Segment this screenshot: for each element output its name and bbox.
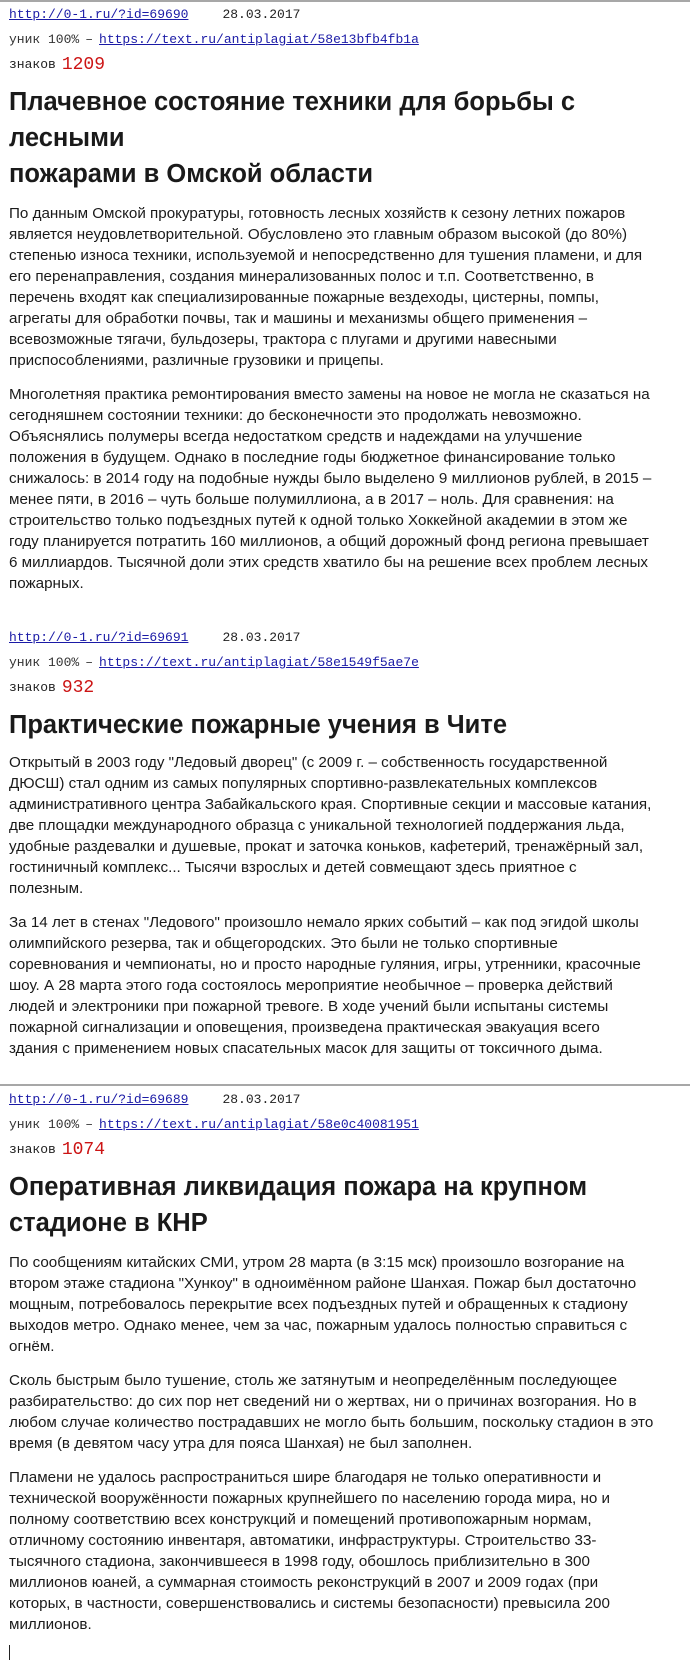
dash: – [85,32,94,47]
article-link[interactable]: http://0-1.ru/?id=69690 [9,7,189,22]
text-line: пожарной сигнализации и оповещения, произведена практическая эвакуация всего [9,1019,600,1036]
article-date: 28.03.2017 [222,7,301,22]
paragraph [9,1467,685,1635]
text-line: миллионов. [9,1616,92,1633]
plagiarism-check-link[interactable]: https://text.ru/antiplagiat/58e0c40081951 [99,1117,419,1132]
title-line: стадионе в КНР [9,1209,208,1237]
article-3 [9,1092,685,1635]
article-divider [0,1084,690,1086]
text-line: агрегаты для обработки почвы, так и машины и механизмы общего применения – [9,310,588,327]
text-line: любом случае количество пострадавших не могло быть большим, поскольку стадион в это [9,1414,654,1431]
article-meta-line [9,7,685,22]
text-line: гостиничный комплекс... Тысячи взрослых и детей совмещают здесь приятное с [9,859,577,876]
article-2 [9,630,685,1059]
uniqueness-label: уник 100% [9,32,80,47]
text-line: полному соответствию всех конструкций и помещений противопожарным нормам, [9,1511,592,1528]
article-date: 28.03.2017 [222,1092,301,1107]
article-1 [9,7,685,594]
article-link[interactable]: http://0-1.ru/?id=69689 [9,1092,189,1107]
title-line: пожарами в Омской области [9,160,374,188]
text-line: огнём. [9,1338,55,1355]
text-line: положения в будущем. Однако в последние годы бюджетное финансирование только [9,449,616,466]
text-line: По сообщениям китайских СМИ, утром 28 марта (в 3:15 мск) произошло возгорание на [9,1254,625,1271]
chars-count: 1074 [61,1140,106,1160]
text-line: По данным Омской прокуратуры, готовность лесных хозяйств к сезону летних пожаров [9,205,626,222]
text-line: ДЮСШ) стал одним из самых популярных спортивно-развлекательных комплексов [9,775,598,792]
article-date: 28.03.2017 [222,630,301,645]
plagiarism-check-link[interactable]: https://text.ru/antiplagiat/58e13bfb4fb1a [99,32,419,47]
uniqueness-label: уник 100% [9,1117,80,1132]
text-line: отличному состоянию инвентаря, автоматики, инфраструктуры. Строительство 33- [9,1532,597,1549]
chars-line [9,678,685,698]
chars-line [9,1140,685,1160]
text-line: миллионов юаней, а суммарная стоимость реконструкций в 2007 и 2009 годах (при [9,1574,599,1591]
text-line: году планируется потратить 160 миллионов, а общий дорожный фонд региона превышает [9,533,649,550]
text-line: шоу. А 28 марта этого года состоялось мероприятие необычное – проверка действий [9,977,613,994]
text-line: Сколь быстрым было тушение, столь же затянутым и неопределённым последующее [9,1372,618,1389]
text-line: тысячного стадиона, закончившееся в 1998 году, обошлось приблизительно в 300 [9,1553,590,1570]
article-title [9,707,685,743]
paragraph [9,203,685,371]
text-line: две площадки международного образца с уникальной технологией поддержания льда, [9,817,625,834]
text-line: Пламени не удалось распространиться шире благодаря не только оперативности и [9,1469,602,1486]
chars-count: 932 [61,678,95,698]
text-line: всевозможные тягачи, бульдозеры, трактора с плугами и другими навесными [9,331,557,348]
text-line: административного центра Забайкальского края. Спортивные секции и массовые катания, [9,796,652,813]
text-line: которых, в частности, совершенствовались и системы безопасности) превысила 200 [9,1595,610,1612]
dash: – [85,655,94,670]
text-line: людей и электроники при пожарной тревоге. В ходе учений были испытаны системы [9,998,609,1015]
uniqueness-label: уник 100% [9,655,80,670]
text-line: разбирательство: до сих пор нет сведений ни о жертвах, ни о причинах возгорания. Но в [9,1393,637,1410]
text-line: соревнования и чемпионаты, но и просто народные гуляния, игры, утренники, красочные [9,956,641,973]
article-meta-line [9,1092,685,1107]
text-line: Многолетняя практика ремонтирования вместо замены на новое не могла не сказаться на [9,386,650,403]
paragraph [9,384,685,594]
article-title [9,1169,685,1241]
text-line: Объяснялись полумеры всегда недостатком средств и надеждами на улучшение [9,428,583,445]
text-line: полезным. [9,880,84,897]
chars-count: 1209 [61,55,106,75]
article-link[interactable]: http://0-1.ru/?id=69691 [9,630,189,645]
text-line: строительство только подъездных путей к одной только Хоккейной академии в этом же [9,512,628,529]
text-line: перечень входят как специализированные пожарные вездеходы, цистерны, помпы, [9,289,599,306]
plagiarism-check-link[interactable]: https://text.ru/antiplagiat/58e1549f5ae7e [99,655,419,670]
text-line: его перенаправления, создания минерализованных полос и т.п. Соответственно, в [9,268,594,285]
text-line: мощным, потребовалось перекрытие всех подъездных путей и обращенных к стадиону [9,1296,628,1313]
text-line: менее пяти, в 2016 – чуть больше полумиллиона, а в 2017 – ноль. Для сравнения: на [9,491,614,508]
text-line: степенью износа техники, используемой и непосредственно для тушения пламени, и для [9,247,643,264]
text-line: Открытый в 2003 году "Ледовый дворец" (с 2009 г. – собственность государственной [9,754,608,771]
text-line: 6 миллиардов. Тысячной доли этих средств хватило бы на решение всех проблем лесных [9,554,649,571]
title-line: Практические пожарные учения в Чите [9,711,508,739]
paragraph [9,1252,685,1357]
dash: – [85,1117,94,1132]
text-line: приспособлениями, различные грузовики и прицепы. [9,352,384,369]
paragraph [9,912,685,1059]
text-line: снижалось: в 2014 году на подобные нужды было выделено 9 миллионов рублей, в 2015 – [9,470,652,487]
uniqueness-line [9,32,685,47]
title-line: Оперативная ликвидация пожара на крупном [9,1173,588,1201]
article-title [9,84,685,192]
uniqueness-line [9,1117,685,1132]
text-line: втором этаже стадиона "Хункоу" в одноимённом районе Шанхая. Пожар был достаточно [9,1275,637,1292]
text-line: является неудовлетворительной. Обусловлено это главным образом высокой (до 80%) [9,226,628,243]
text-line: здания с применением новых спасательных масок для защиты от токсичного дыма. [9,1040,603,1057]
title-line: Плачевное состояние техники для борьбы с лесными [9,88,576,152]
text-line: технической вооружённости пожарных крупнейшего по населению города мира, но и [9,1490,611,1507]
chars-label: знаков [9,1142,56,1157]
text-line: За 14 лет в стенах "Ледового" произошло немало ярких событий – как под эгидой школы [9,914,639,931]
text-line: олимпийского резерва, так и общегородских. Это были не только спортивные [9,935,558,952]
text-cursor [9,1645,10,1660]
chars-line [9,55,685,75]
text-line: удобные раздевалки и душевые, прокат и заточка коньков, кафетерий, тренажёрный зал, [9,838,644,855]
paragraph [9,752,685,899]
text-line: сегодняшнем состоянии техники: до бесконечности это продолжать невозможно. [9,407,582,424]
paragraph [9,1370,685,1454]
text-line: выходов метро. Однако менее, чем за час, пожарным удалось полностью справиться с [9,1317,628,1334]
chars-label: знаков [9,680,56,695]
uniqueness-line [9,655,685,670]
text-line: время (в девятом часу утра для пояса Шанхая) не был заполнен. [9,1435,473,1452]
article-meta-line [9,630,685,645]
text-line: пожарных. [9,575,84,592]
top-divider [0,0,690,2]
chars-label: знаков [9,57,56,72]
